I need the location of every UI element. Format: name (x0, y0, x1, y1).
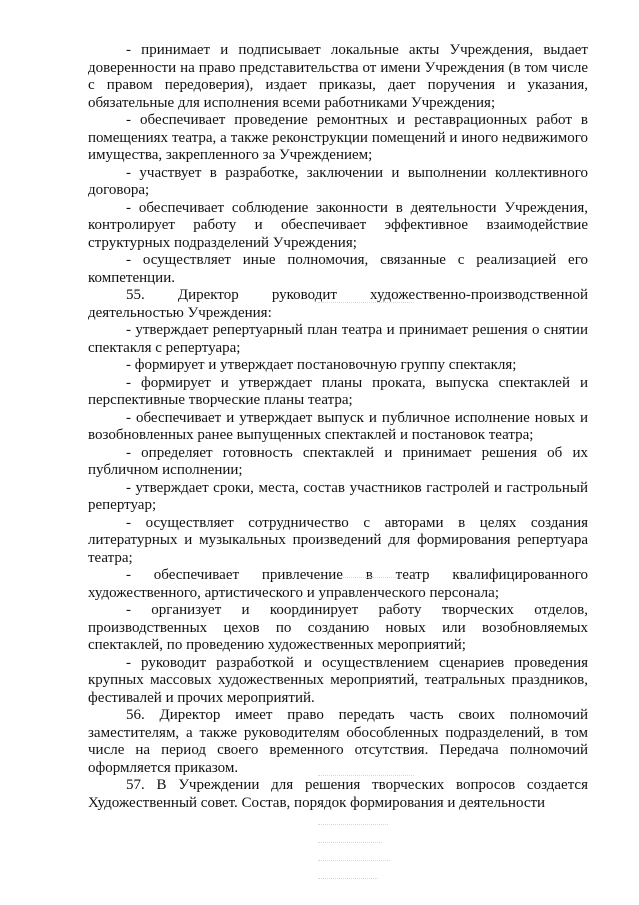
paragraph-tours: - утверждает сроки, места, состав участников гастролей и гастрольный репертуар; (88, 479, 588, 513)
paragraph-personnel: - обеспечивает привлечение в театр квалифицированного художественного, артистического и управленческого персонала; (88, 567, 588, 601)
scan-artifact-mark (318, 775, 414, 776)
paragraph-readiness: - определяет готовность спектаклей и принимает решения об их публичном исполнении; (88, 444, 588, 478)
paragraph-creative-departments: - организует и координирует работу творческих отделов, производственных цехов по созданию новых или возобновляемых спектаклей, по проведению художественных мероприятий; (88, 602, 588, 653)
paragraph-authors-cooperation: - осуществляет сотрудничество с авторами в целях создания литературных и музыкальных произведений для формирования репертуара театра; (88, 514, 588, 566)
paragraph-collective-agreement: - участвует в разработке, заключении и выполнении коллективного договора; (88, 164, 588, 198)
paragraph-legality: - обеспечивает соблюдение законности в деятельности Учреждения, контролирует работу и обеспечивает эффективное взаимодействие структурных подразделений Учреждения; (88, 199, 588, 251)
paragraph-sign-acts: - принимает и подписывает локальные акты Учреждения, выдает доверенности на право представительства от имени Учреждения (в том числе с правом передоверия), издает приказы, дает поручения и указания, обязательные для исполнения всеми работниками Учреждения; (88, 42, 588, 111)
paragraph-rental-plans: - формирует и утверждает планы проката, выпуска спектаклей и перспективные творческие планы театра; (88, 374, 588, 408)
paragraph-production-group: - формирует и утверждает постановочную группу спектакля; (126, 357, 517, 373)
scan-artifact-mark (318, 577, 414, 578)
scan-artifact-mark (318, 824, 388, 825)
scan-artifact-mark (318, 878, 378, 879)
paragraph-item-55: 55. Директор руководит художественно-производственной деятельностью Учреждения: (88, 287, 588, 321)
document-body (88, 42, 588, 812)
paragraph-item-56: 56. Директор имеет право передать часть своих полномочий заместителям, а также руководителям обособленных подразделений, в том числе на период своего временного отсутствия. Передача полномочий оформляется приказом. (88, 707, 588, 776)
scan-artifact-mark (318, 842, 382, 843)
paragraph-repair-works: - обеспечивает проведение ремонтных и реставрационных работ в помещениях театра, а также реконструкции помещений и иного недвижимого имущества, закрепленного за Учреждением; (88, 112, 588, 163)
paragraph-other-powers: - осуществляет иные полномочия, связанные с реализацией его компетенции. (88, 252, 588, 286)
scan-artifact-mark (318, 860, 390, 861)
paragraph-item-57: 57. В Учреждении для решения творческих вопросов создается Художественный совет. Состав, порядок формирования и деятельности (88, 777, 588, 811)
paragraph-release-performances: - обеспечивает и утверждает выпуск и публичное исполнение новых и возобновленных ранее выпущенных спектаклей и постановок театра; (88, 409, 588, 443)
scan-artifact-mark (318, 302, 414, 303)
paragraph-mass-events: - руководит разработкой и осуществлением сценариев проведения крупных массовых художественных мероприятий, театральных праздников, фестивалей и прочих мероприятий. (88, 654, 588, 706)
paragraph-repertoire-plan: - утверждает репертуарный план театра и принимает решения о снятии спектакля с репертуара; (88, 322, 588, 356)
